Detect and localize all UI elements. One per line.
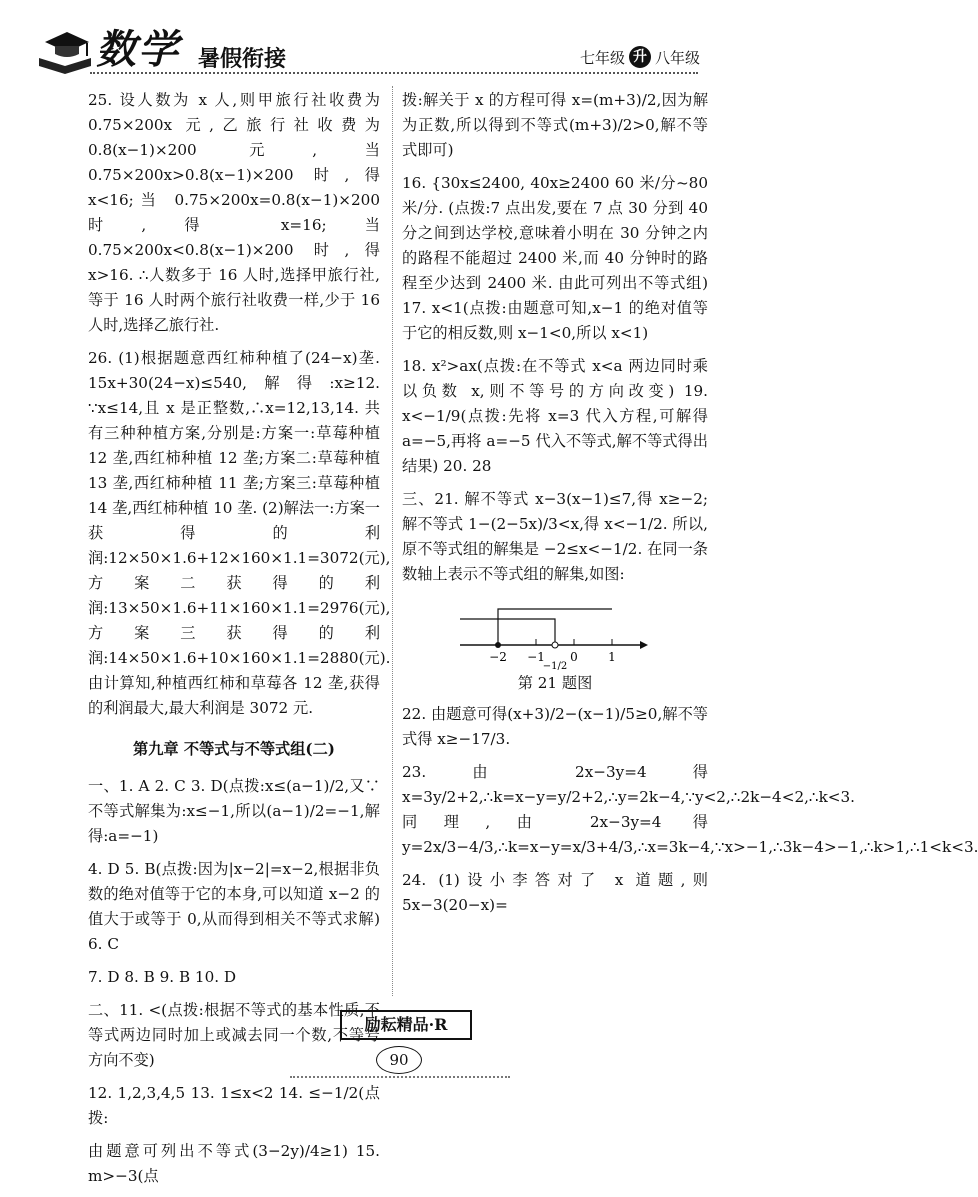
figure-caption: 第 21 题图 [517, 674, 593, 692]
answer-paragraph: 三、21. 解不等式 x−3(x−1)≤7,得 x≥−2;解不等式 1−(2−5x)/3<x,得 x<−1/2. 所以,原不等式组的解集是 −2≤x<−1/2. 在同一条数轴上表示不等式组的解集,如图: [402, 490, 708, 583]
footer-brand: 励耘精品·R [340, 1010, 472, 1040]
graduation-cap-book-icon [35, 28, 95, 76]
page-header [0, 0, 750, 82]
tick-label: −1/2 [542, 661, 568, 672]
solid-endpoint [495, 642, 501, 648]
brand-subtitle: 暑假衔接 [198, 46, 287, 72]
grade-label [580, 46, 700, 68]
grade-from: 七年级 [579, 48, 625, 67]
answer-paragraph: 22. 由题意可得(x+3)/2−(x−1)/5≥0,解不等式得 x≥−17/3. [402, 705, 708, 748]
page-number: 90 [376, 1046, 422, 1074]
answer-paragraph: 拨:解关于 x 的方程可得 x=(m+3)/2,因为解为正数,所以得到不等式(m+3)/2>0,解不等式即可) [402, 91, 708, 159]
solution-bracket-x-lt-minus-half [460, 619, 555, 645]
answer-line: 4. D 5. B(点拨:因为|x−2|=x−2,根据非负数的绝对值等于它的本身,可以知道 x−2 的值大于或等于 0,从而得到相关不等式求解) 6. C [88, 860, 380, 953]
grade-to: 八年级 [654, 48, 700, 67]
answer-paragraph: 18. x²>ax(点拨:在不等式 x<a 两边同时乘以负数 x,则不等号的方向改变) 19. x<−1/9(点拨:先将 x=3 代入方程,可解得 a=−5,再将 a=−5 代入不等式,解不等式得出结果) 20. 28 [402, 357, 708, 475]
answer-line: 由题意可列出不等式(3−2y)/4≥1) 15. m>−3(点 [88, 1142, 380, 1185]
answer-line: 7. D 8. B 9. B 10. D [88, 968, 237, 986]
header-dotted-divider [90, 72, 698, 74]
number-line-svg [402, 595, 708, 671]
answer-line: 12. 1,2,3,4,5 13. 1≤x<2 14. ≤−1/2(点拨: [88, 1084, 380, 1127]
column-divider [392, 86, 393, 996]
answer-line: 二、11. <(点拨:根据不等式的基本性质,不等式两边同时加上或减去同一个数,不等号方向不变) [88, 1001, 380, 1069]
answer-paragraph: 25. 设人数为 x 人,则甲旅行社收费为 0.75×200x 元,乙旅行社收费为 0.8(x−1)×200 元,当 0.75×200x>0.8(x−1)×200 时,得 x<16;当 0.75×200x=0.8(x−1)×200 时,得 x=16;当 0.75×200x<0.8(x−1)×200 时,得 x>16. ∴人数多于 16 人时,选择甲旅行社,等于 16 人时两个旅行社收费一样,少于 16 人时,选择乙旅行社. [88, 91, 380, 334]
grade-mark-badge: 升 [629, 46, 651, 68]
answer-paragraph: 26. (1)根据题意西红柿种植了(24−x)垄. 15x+30(24−x)≤540,解得:x≥12. ∵x≤14,且 x 是正整数,∴x=12,13,14. 共有三种种植方案,分别是:方案一:草莓种植 12 垄,西红柿种植 12 垄;方案二:草莓种植 13 垄,西红柿种植 11 垄;方案三:草莓种植 14 垄,西红柿种植 10 垄. (2)解法一:方案一获得的利润:12×50×1.6+12×160×1.1=3072(元),方案二获得的利润:13×50×1.6+11×160×1.1=2976(元),方案三获得的利润:14×50×1.6+10×160×1.1=2880(元). 由计算知,种植西红柿和草莓各 12 垄,获得的利润最大,最大利润是 3072 元. [88, 349, 391, 717]
page-footer [0, 1008, 750, 1093]
axis-arrow-icon [640, 641, 648, 649]
chapter-title: 第九章 不等式与不等式组(二) [133, 740, 335, 758]
tick-label: 1 [608, 650, 616, 664]
open-endpoint [552, 642, 558, 648]
tick-label: 0 [570, 650, 578, 664]
number-line-figure [402, 595, 708, 671]
footer-dotted-divider [290, 1076, 510, 1078]
tick-label: −2 [489, 650, 507, 664]
answer-line: 一、1. A 2. C 3. D(点拨:x≤(a−1)/2,又∵不等式解集为:x≤−1,所以(a−1)/2=−1,解得:a=−1) [88, 777, 380, 845]
tick-label: −1 [527, 650, 545, 664]
answer-paragraph: 23. 由 2x−3y=4 得 x=3y/2+2,∴k=x−y=y/2+2,∴y=2k−4,∵y<2,∴2k−4<2,∴k<3. 同理,由 2x−3y=4 得 y=2x/3−4/3,∴k=x−y=x/3+4/3,∴x=3k−4,∵x>−1,∴3k−4>−1,∴k>1,∴1<k<3. [402, 763, 978, 856]
right-column [402, 88, 978, 926]
brand-title: 数学 [96, 26, 180, 73]
answer-paragraph: 24. (1)设小李答对了 x 道题,则 5x−3(20−x)= [402, 871, 708, 914]
answer-paragraph: 16. {30x≤2400, 40x≥2400 60 米/分~80 米/分. (点拨:7 点出发,要在 7 点 30 分到 40 分之间到达学校,意味着小明在 30 分钟之内的路程不能超过 2400 米,而 40 分钟时的路程至少达到 2400 米. 由此可列出不等式组) 17. x<1(点拨:由题意可知,x−1 的绝对值等于它的相反数,则 x−1<0,所以 x<1) [402, 174, 708, 342]
